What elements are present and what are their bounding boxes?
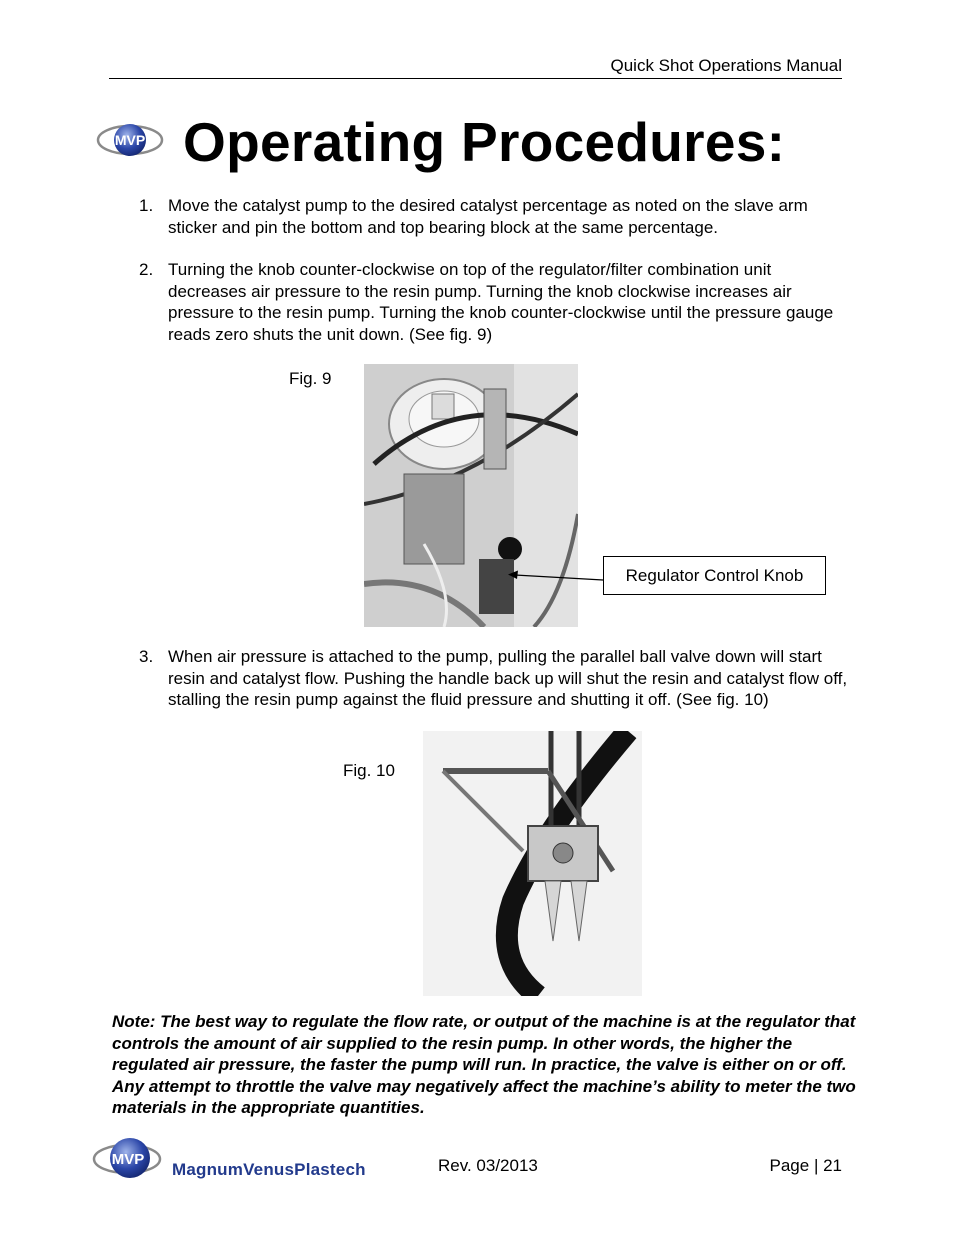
footer-page-number: Page | 21	[769, 1156, 842, 1175]
step-number: 2.	[139, 260, 154, 279]
logo-text: MVP	[114, 132, 146, 148]
mvp-footer-logo-icon	[92, 1133, 162, 1183]
step-text: Move the catalyst pump to the desired catalyst percentage as noted on the slave arm sticker and pin the bottom and top bearing block at the same percentage.	[168, 196, 808, 237]
step-number: 1.	[139, 196, 154, 215]
figure-label: Fig. 9	[289, 369, 332, 388]
page-title: Operating Procedures:	[183, 111, 786, 173]
step-text: When air pressure is attached to the pump, pulling the parallel ball valve down will start resin and catalyst flow. Pushing the handle back up will shut the resin and catalyst flow off, stalling the resin pump against the fluid pressure and shutting it off. (See fig. 10)	[168, 647, 848, 709]
step-number: 3.	[139, 647, 154, 666]
ball-valve-photo	[423, 731, 642, 996]
footer-brand: MagnumVenusPlastech	[172, 1160, 366, 1179]
callout-arrow	[505, 565, 605, 585]
header-title: Quick Shot Operations Manual	[610, 56, 842, 75]
note-paragraph: Note: The best way to regulate the flow rate, or output of the machine is at the regulator that controls the amount of air supplied to the resin pump. In other words, the higher the regulated air pressure, the faster the pump will run. In practice, the valve is either on or off. Any attempt to throttle the valve may negatively affect the machine’s ability to meter the two materials in the appropriate quantities.	[112, 1012, 856, 1117]
footer-revision: Rev. 03/2013	[438, 1156, 538, 1175]
mvp-logo-icon	[96, 118, 164, 162]
regulator-photo	[364, 364, 578, 627]
logo-text: MVP	[111, 1151, 145, 1168]
callout-regulator-control-knob: Regulator Control Knob	[603, 556, 826, 595]
figure-label: Fig. 10	[343, 761, 395, 780]
header-divider	[109, 78, 842, 79]
step-text: Turning the knob counter-clockwise on top of the regulator/filter combination unit decreases air pressure to the resin pump. Turning the knob clockwise increases air pressure to the resin pump. Turning the knob counter-clockwise until the pressure gauge reads zero shuts the unit down. (See fig. 9)	[168, 260, 834, 344]
